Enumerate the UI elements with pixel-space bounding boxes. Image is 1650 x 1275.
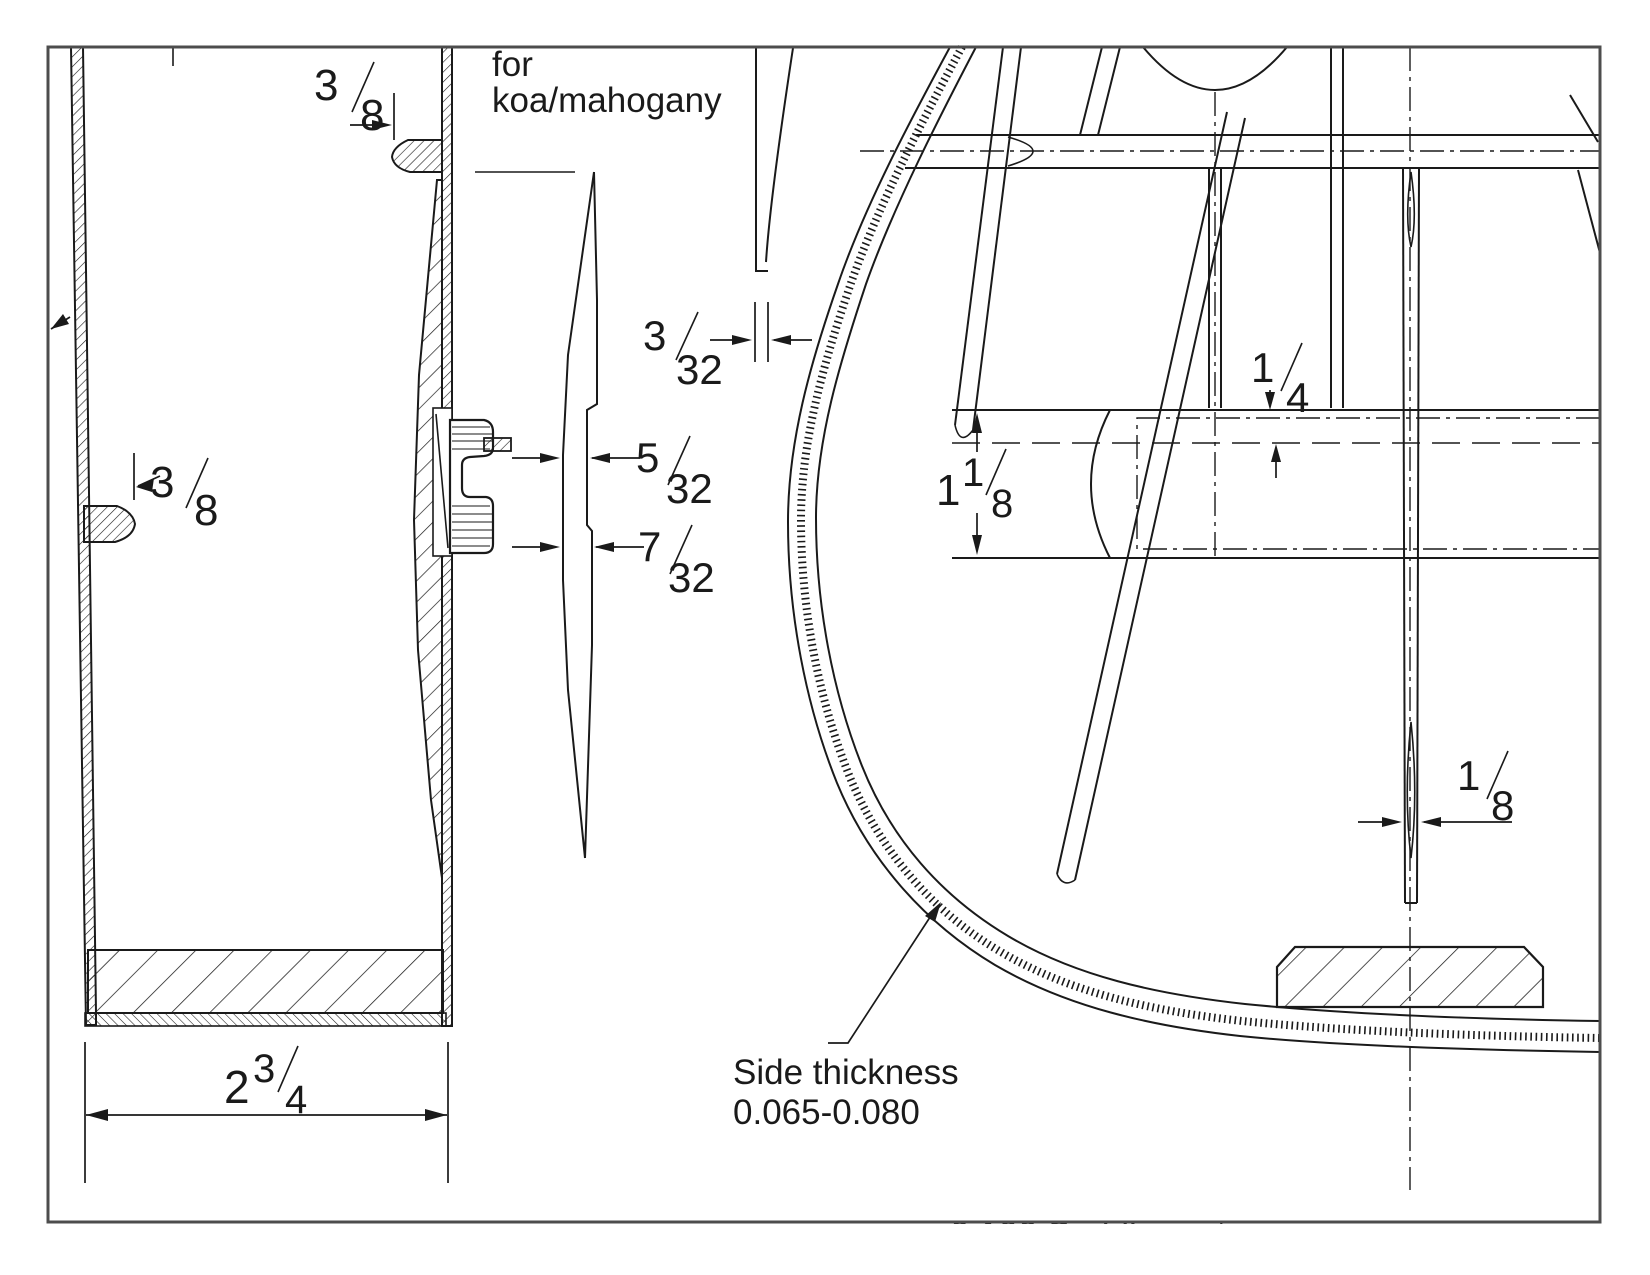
dim-text-den: 32 — [676, 346, 723, 393]
wood-note-line2: koa/mahogany — [492, 81, 722, 120]
dim-text-num: 7 — [638, 523, 662, 570]
dim-text-den: 32 — [668, 554, 715, 601]
dim-text-whole: 1 — [936, 466, 961, 515]
dim-text-num: 3 — [150, 458, 175, 507]
dim-text-num: 3 — [253, 1047, 276, 1091]
tail-block — [1277, 947, 1543, 1007]
dim-text-den: 4 — [1286, 374, 1310, 421]
dim-text-num: 3 — [643, 312, 667, 359]
left-lining-block — [84, 506, 135, 542]
side-thickness-line1: Side thickness — [733, 1053, 959, 1092]
dim-text-num: 1 — [1457, 752, 1481, 799]
dim-text-num: 5 — [636, 434, 660, 481]
margin-top — [0, 0, 1650, 45]
dim-text-num: 1 — [1251, 344, 1275, 391]
right-lining-block — [392, 140, 442, 172]
side-thickness-line2: 0.065-0.080 — [733, 1093, 920, 1132]
dim-text-den: 8 — [991, 482, 1014, 526]
dim-text-num: 1 — [962, 451, 985, 495]
margin-right — [1602, 0, 1650, 1275]
dim-text-num: 3 — [314, 61, 339, 110]
dim-text-den: 8 — [360, 91, 385, 140]
dim-text-den: 8 — [1491, 782, 1515, 829]
margin-left — [0, 0, 46, 1275]
back-plate-strip — [85, 1013, 446, 1026]
wood-note-line1: for — [492, 45, 533, 84]
margin-bottom — [0, 1224, 1650, 1275]
bottom-block-slab — [88, 950, 443, 1013]
dim-text-whole: 2 — [224, 1061, 250, 1113]
latch-pin — [484, 438, 511, 451]
dim-text-den: 32 — [666, 465, 713, 512]
dim-text-den: 4 — [285, 1078, 308, 1122]
dim-text-den: 8 — [194, 486, 219, 535]
